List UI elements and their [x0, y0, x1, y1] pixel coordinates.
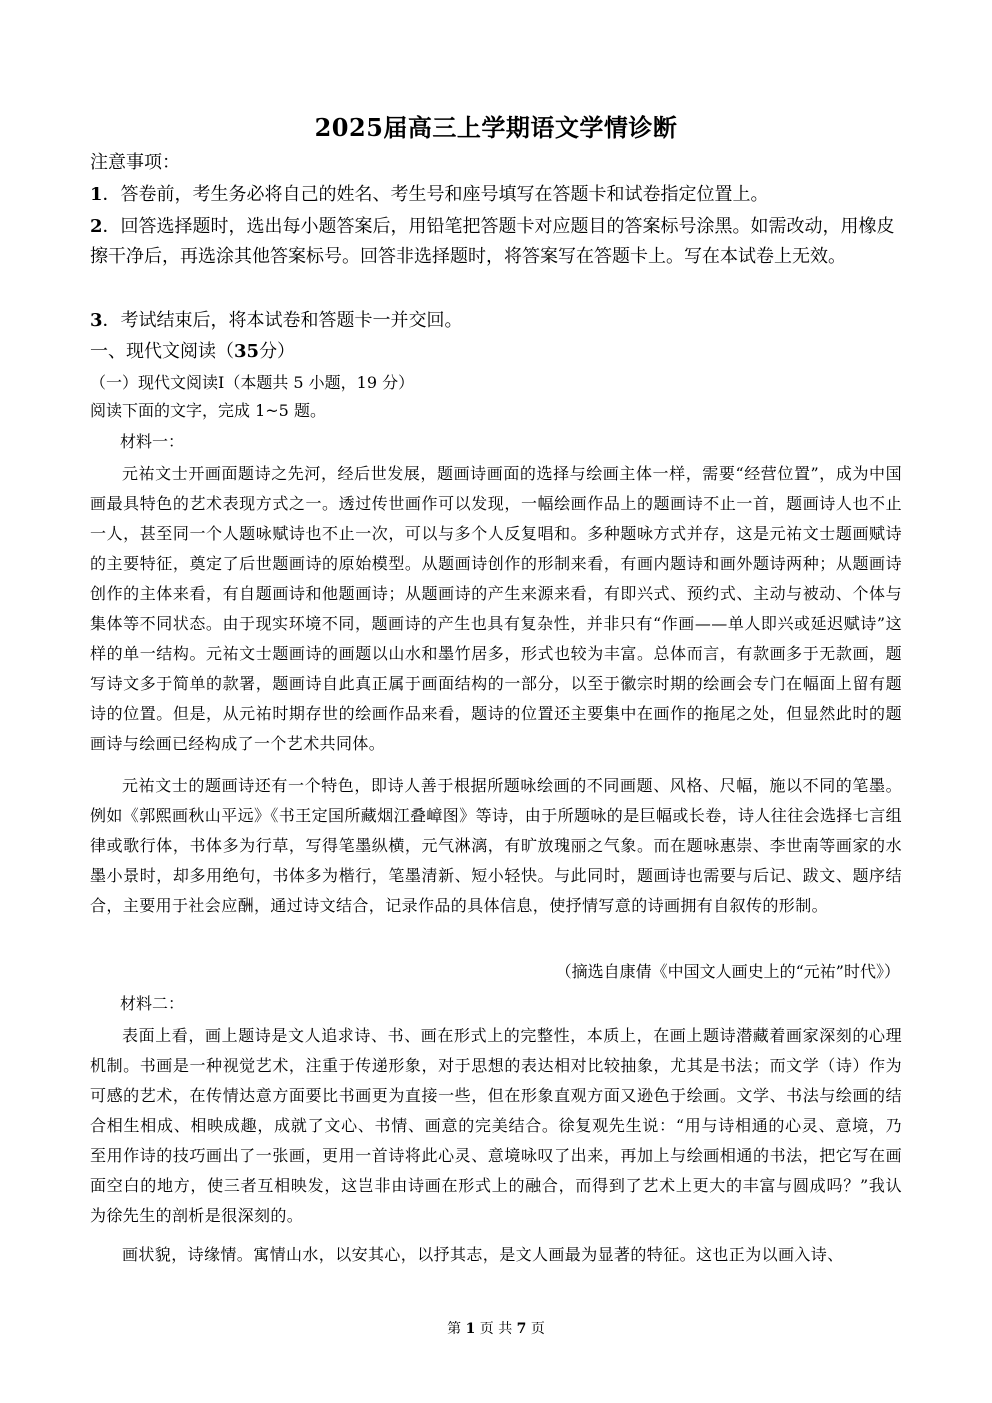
- notice-item-2: [90, 212, 902, 272]
- material-2-label: 材料二：: [120, 994, 185, 1013]
- section-heading: [90, 338, 295, 366]
- material-2-paragraph-1: 表面上看，画上题诗是文人追求诗、书、画在形式上的完整性，本质上，在画上题诗潜藏着画家深刻的心理机制。书画是一种视觉艺术，注重于传递形象，对于思想的表达相对比较抽象，尤其是书法；而文学（诗）作为可感的艺术，在传情达意方面要比书画更为直接一些，但在形象直观方面又逊色于绘画。文学、书法与绘画的结合相生相成、相映成趣，成就了文心、书情、画意的完美结合。徐复观先生说：“用与诗相通的心灵、意境，乃至用作诗的技巧画出了一张画，更用一首诗将此心灵、意境咏叹了出来，再加上与绘画相通的书法，把它写在画面空白的地方，使三者互相映发，这岂非由诗画在形式上的融合，而得到了艺术上更大的丰富与圆成吗？”我认为徐先生的剖析是很深刻的。: [90, 1026, 902, 1225]
- reading-instruction: 阅读下面的文字，完成 1~5 题。: [90, 401, 326, 420]
- notice-item-text: ．考试结束后，将本试卷和答题卡一并交回。: [102, 310, 463, 331]
- notice-item-text: ．答卷前，考生务必将自己的姓名、考生号和座号填写在答题卡和试卷指定位置上。: [102, 184, 769, 205]
- notice-heading: 注意事项：: [90, 152, 180, 173]
- notice-item-text: ．回答选择题时，选出每小题答案后，用铅笔把答题卡对应题目的答案标号涂黑。如需改动，用橡皮擦干净后，再选涂其他答案标号。回答非选择题时，将答案写在答题卡上。写在本试卷上无效。: [90, 216, 895, 267]
- section-suffix: 分）: [259, 341, 296, 362]
- footer-total-pages: 7: [516, 1321, 527, 1337]
- notice-item-number: 2: [90, 216, 103, 237]
- material-1-paragraph-1: 元祐文士开画面题诗之先河，经后世发展，题画诗画面的选择与绘画主体一样，需要“经营位置”，成为中国画最具特色的艺术表现方式之一。透过传世画作可以发现，一幅绘画作品上的题画诗不止一首，题画诗人也不止一人，甚至同一个人题咏赋诗也不止一次，可以与多个人反复唱和。多种题咏方式并存，这是元祐文士题画赋诗的主要特征，奠定了后世题画诗的原始模型。从题画诗创作的形制来看，有画内题诗和画外题诗两种；从题画诗创作的主体来看，有自题画诗和他题画诗；从题画诗的产生来源来看，有即兴式、预约式、主动与被动、个体与集体等不同状态。由于现实环境不同，题画诗的产生也具有复杂性，并非只有“作画——单人即兴或延迟赋诗”这样的单一结构。元祐文士题画诗的画题以山水和墨竹居多，形式也较为丰富。总体而言，有款画多于无款画，题写诗文多于简单的款署，题画诗自此真正属于画面结构的一部分，以至于徽宗时期的绘画会专门在幅面上留有题诗的位置。但是，从元祐时期存世的绘画作品来看，题诗的位置还主要集中在画作的拖尾之处，但显然此时的题画诗与绘画已经构成了一个艺术共同体。: [90, 464, 902, 753]
- subsection-heading: （一）现代文阅读Ⅰ（本题共 5 小题，19 分）: [90, 373, 415, 392]
- notice-item-1: [90, 180, 902, 210]
- notice-item-number: 1: [90, 184, 103, 205]
- page-footer: [0, 1318, 992, 1338]
- material-1-label: 材料一：: [120, 432, 185, 451]
- material-2-paragraph-2: 画状貌，诗缘情。寓情山水，以安其心，以抒其志，是文人画最为显著的特征。这也正为以画入诗、: [122, 1245, 844, 1264]
- notice-item-number: 3: [90, 310, 103, 331]
- footer-page-number: 1: [465, 1321, 476, 1337]
- section-score: 35: [234, 341, 260, 362]
- page-title: 2025届高三上学期语文学情诊断: [314, 113, 678, 142]
- footer-text: 第: [447, 1321, 466, 1337]
- footer-text: 页 共: [475, 1321, 517, 1337]
- material-1-paragraph-2: 元祐文士的题画诗还有一个特色，即诗人善于根据所题咏绘画的不同画题、风格、尺幅，施以不同的笔墨。例如《郭熙画秋山平远》《书王定国所藏烟江叠嶂图》等诗，由于所题咏的是巨幅或长卷，诗人往往会选择七言组律或歌行体，书体多为行草，写得笔墨纵横，元气淋漓，有旷放瑰丽之气象。而在题咏惠崇、李世南等画家的水墨小景时，却多用绝句，书体多为楷行，笔墨清新、短小轻快。与此同时，题画诗也需要与后记、跋文、题序结合，主要用于社会应酬，通过诗文结合，记录作品的具体信息，使抒情写意的诗画拥有自叙传的形制。: [90, 776, 903, 915]
- notice-item-3: [90, 306, 902, 336]
- material-1-source: （摘选自康倩《中国文人画史上的“元祐”时代》）: [555, 962, 900, 981]
- section-prefix: 一、现代文阅读（: [90, 341, 234, 362]
- footer-text: 页: [526, 1321, 545, 1337]
